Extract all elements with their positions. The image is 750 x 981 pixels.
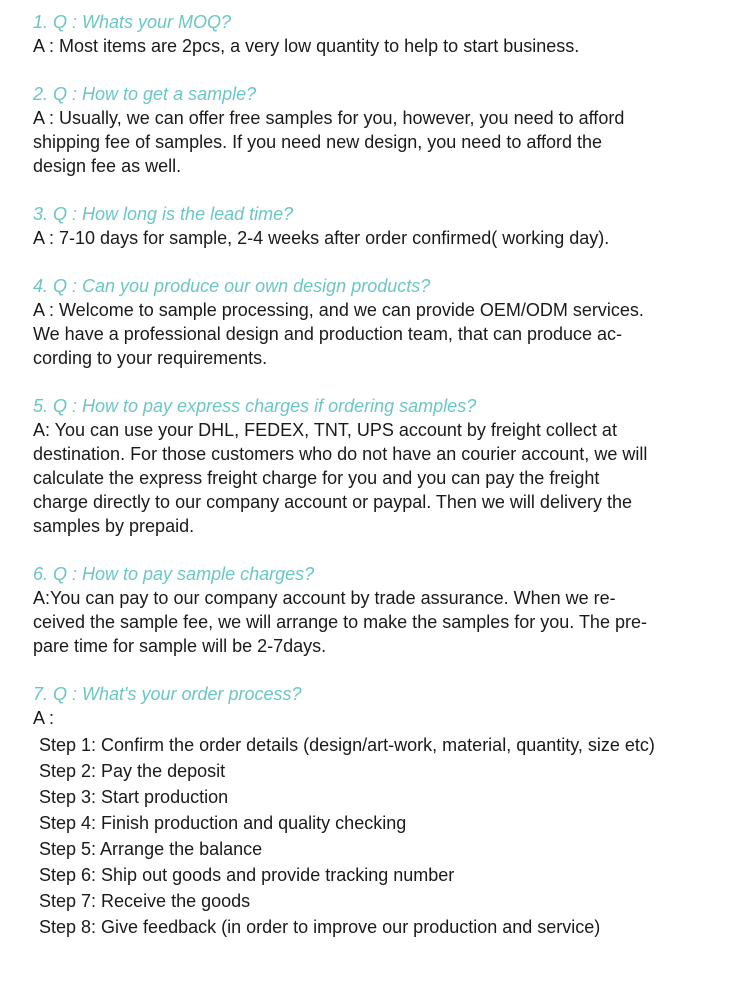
faq-item-own-design xyxy=(33,274,743,370)
answer-line: A : 7-10 days for sample, 2-4 weeks after order confirmed( working day). xyxy=(33,228,610,248)
faq-item-express-charges xyxy=(33,394,743,538)
order-step: Step 7: Receive the goods xyxy=(39,891,251,911)
answer-line: ceived the sample fee, we will arrange to make the samples for you. The pre- xyxy=(33,612,647,632)
answer xyxy=(33,418,743,538)
faq-item-order-process xyxy=(33,682,743,940)
answer-line: A: You can use your DHL, FEDEX, TNT, UPS account by freight collect at xyxy=(33,420,617,440)
answer xyxy=(33,34,743,58)
order-step: Step 5: Arrange the balance xyxy=(39,839,263,859)
answer-line: We have a professional design and production team, that can produce ac- xyxy=(33,324,623,344)
order-step: Step 4: Finish production and quality checking xyxy=(39,813,407,833)
answer-line: shipping fee of samples. If you need new design, you need to afford the xyxy=(33,132,603,152)
order-step: Step 8: Give feedback (in order to improve our production and service) xyxy=(39,917,601,937)
answer-line: destination. For those customers who do not have an courier account, we will xyxy=(33,444,648,464)
question: 5. Q : How to pay express charges if ordering samples? xyxy=(33,396,477,416)
answer-line: A:You can pay to our company account by trade assurance. When we re- xyxy=(33,588,616,608)
question: 2. Q : How to get a sample? xyxy=(33,84,257,104)
faq-item-moq xyxy=(33,10,743,58)
answer xyxy=(33,586,743,658)
answer-line: A : xyxy=(33,708,55,728)
order-step: Step 3: Start production xyxy=(39,787,229,807)
answer xyxy=(33,106,743,178)
question: 1. Q : Whats your MOQ? xyxy=(33,12,232,32)
faq-item-sample-charges xyxy=(33,562,743,658)
answer-line: samples by prepaid. xyxy=(33,516,195,536)
answer-line: charge directly to our company account or paypal. Then we will delivery the xyxy=(33,492,632,512)
faq-item-sample xyxy=(33,82,743,178)
answer-line: pare time for sample will be 2-7days. xyxy=(33,636,327,656)
faq-item-lead-time xyxy=(33,202,743,250)
question: 7. Q : What's your order process? xyxy=(33,684,302,704)
answer xyxy=(33,706,743,940)
answer xyxy=(33,226,743,250)
question: 3. Q : How long is the lead time? xyxy=(33,204,294,224)
faq-list xyxy=(33,10,743,964)
answer-line: A : Most items are 2pcs, a very low quantity to help to start business. xyxy=(33,36,580,56)
answer-line: A : Welcome to sample processing, and we can provide OEM/ODM services. xyxy=(33,300,644,320)
answer-line: calculate the express freight charge for you and you can pay the freight xyxy=(33,468,600,488)
answer-line: design fee as well. xyxy=(33,156,182,176)
answer-line: A : Usually, we can offer free samples for you, however, you need to afford xyxy=(33,108,625,128)
order-steps-list xyxy=(33,732,743,940)
answer xyxy=(33,298,743,370)
order-step: Step 1: Confirm the order details (design/art-work, material, quantity, size etc) xyxy=(39,735,655,755)
order-step: Step 2: Pay the deposit xyxy=(39,761,226,781)
answer-line: cording to your requirements. xyxy=(33,348,268,368)
order-step: Step 6: Ship out goods and provide tracking number xyxy=(39,865,455,885)
question: 6. Q : How to pay sample charges? xyxy=(33,564,315,584)
question: 4. Q : Can you produce our own design products? xyxy=(33,276,431,296)
